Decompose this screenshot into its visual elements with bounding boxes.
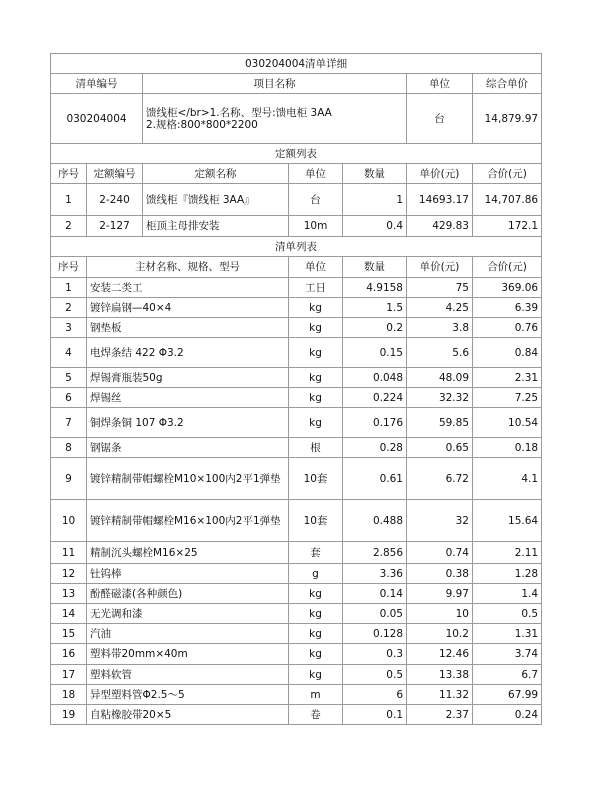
quota-header-unit: 单位 [289,164,343,184]
material-unit: kg [289,388,343,408]
material-qty: 2.856 [343,542,407,564]
quota-unit: 10m [289,216,343,237]
material-total: 3.74 [473,644,542,665]
material-total: 0.84 [473,338,542,368]
material-row [51,644,542,665]
material-price: 0.74 [407,542,473,564]
material-price: 11.32 [407,685,473,705]
quota-header-qty: 数量 [343,164,407,184]
quota-header-total: 合价(元) [473,164,542,184]
quota-name: 柜顶主母排安装 [143,216,289,237]
material-row [51,438,542,458]
material-name: 铜焊条铜 107 Φ3.2 [87,408,289,438]
material-row [51,338,542,368]
material-qty: 0.128 [343,624,407,644]
material-name: 精制沉头螺栓M16×25 [87,542,289,564]
material-row [51,368,542,388]
material-total: 6.39 [473,298,542,318]
item-code: 030204004 [51,94,143,144]
item-header-row [51,74,542,94]
material-name: 异型塑料管Φ2.5～5 [87,685,289,705]
material-price: 2.37 [407,705,473,725]
material-header-no: 序号 [51,257,87,278]
material-price: 12.46 [407,644,473,665]
quota-header-price: 单价(元) [407,164,473,184]
material-row [51,458,542,500]
material-row [51,584,542,604]
material-row [51,624,542,644]
material-name: 钢垫板 [87,318,289,338]
material-no: 8 [51,438,87,458]
material-total: 10.54 [473,408,542,438]
material-name: 安装二类工 [87,278,289,298]
material-qty: 0.61 [343,458,407,500]
quota-code: 2-240 [87,184,143,216]
material-row [51,408,542,438]
material-no: 6 [51,388,87,408]
material-row [51,685,542,705]
material-unit: m [289,685,343,705]
material-name: 电焊条结 422 Φ3.2 [87,338,289,368]
item-row [51,94,542,144]
material-row [51,318,542,338]
material-unit: kg [289,408,343,438]
material-price: 0.38 [407,564,473,584]
material-total: 0.5 [473,604,542,624]
material-price: 0.65 [407,438,473,458]
quota-total: 14,707.86 [473,184,542,216]
material-total: 1.4 [473,584,542,604]
material-no: 13 [51,584,87,604]
material-no: 17 [51,665,87,685]
material-total: 7.25 [473,388,542,408]
material-qty: 4.9158 [343,278,407,298]
material-row [51,542,542,564]
header-name: 项目名称 [143,74,407,94]
material-name: 镀锌精制带帽螺栓M10×100内2平1弹垫 [87,458,289,500]
material-total: 0.24 [473,705,542,725]
quota-header-name: 定额名称 [143,164,289,184]
material-unit: kg [289,584,343,604]
material-unit: kg [289,368,343,388]
material-price: 9.97 [407,584,473,604]
quota-no: 1 [51,184,87,216]
material-section-title: 清单列表 [51,237,542,257]
material-row [51,604,542,624]
material-price: 32.32 [407,388,473,408]
material-no: 19 [51,705,87,725]
item-name-line1: 馈线柜</br>1.名称、型号:馈电柜 3AA [146,106,332,119]
material-unit: kg [289,604,343,624]
material-unit: 卷 [289,705,343,725]
material-no: 2 [51,298,87,318]
material-no: 4 [51,338,87,368]
bill-detail-table [50,53,542,725]
material-name: 自粘橡胶带20×5 [87,705,289,725]
material-name: 焊锡膏瓶装50g [87,368,289,388]
quota-section-title-row [51,144,542,164]
material-qty: 0.5 [343,665,407,685]
title-row [51,54,542,74]
material-unit: kg [289,338,343,368]
material-price: 5.6 [407,338,473,368]
material-header-unit: 单位 [289,257,343,278]
material-unit: 根 [289,438,343,458]
material-row [51,500,542,542]
material-name: 镀锌精制带帽螺栓M16×100内2平1弹垫 [87,500,289,542]
material-no: 5 [51,368,87,388]
material-no: 9 [51,458,87,500]
item-name-line2: 2.规格:800*800*2200 [146,118,258,131]
material-header-price: 单价(元) [407,257,473,278]
material-row [51,388,542,408]
material-price: 32 [407,500,473,542]
material-no: 16 [51,644,87,665]
quota-qty: 0.4 [343,216,407,237]
material-no: 18 [51,685,87,705]
material-no: 11 [51,542,87,564]
material-qty: 0.15 [343,338,407,368]
quota-total: 172.1 [473,216,542,237]
material-header-total: 合价(元) [473,257,542,278]
quota-price: 429.83 [407,216,473,237]
material-unit: kg [289,644,343,665]
material-qty: 3.36 [343,564,407,584]
material-name: 酚醛磁漆(各种颜色) [87,584,289,604]
material-row [51,278,542,298]
material-qty: 6 [343,685,407,705]
material-total: 67.99 [473,685,542,705]
material-price: 13.38 [407,665,473,685]
page-title: 030204004清单详细 [51,54,542,74]
material-total: 0.76 [473,318,542,338]
material-no: 7 [51,408,87,438]
material-qty: 0.1 [343,705,407,725]
quota-header-no: 序号 [51,164,87,184]
material-total: 1.31 [473,624,542,644]
material-row [51,665,542,685]
item-unit: 台 [407,94,473,144]
material-unit: 工日 [289,278,343,298]
material-no: 1 [51,278,87,298]
header-unit: 单位 [407,74,473,94]
item-name [143,94,407,144]
material-unit: 10套 [289,500,343,542]
material-header-row [51,257,542,278]
material-header-qty: 数量 [343,257,407,278]
material-price: 10.2 [407,624,473,644]
quota-unit: 台 [289,184,343,216]
material-row [51,705,542,725]
quota-row [51,216,542,237]
material-unit: 套 [289,542,343,564]
quota-header-row [51,164,542,184]
material-no: 3 [51,318,87,338]
quota-name: 馈线柜『馈线柜 3AA』 [143,184,289,216]
header-price: 综合单价 [473,74,542,94]
material-header-name: 主材名称、规格、型号 [87,257,289,278]
material-name: 塑料带20mm×40m [87,644,289,665]
material-no: 10 [51,500,87,542]
material-price: 3.8 [407,318,473,338]
material-total: 15.64 [473,500,542,542]
quota-price: 14693.17 [407,184,473,216]
material-qty: 0.2 [343,318,407,338]
material-qty: 0.14 [343,584,407,604]
quota-no: 2 [51,216,87,237]
material-name: 无光调和漆 [87,604,289,624]
material-no: 12 [51,564,87,584]
material-unit: 10套 [289,458,343,500]
material-price: 6.72 [407,458,473,500]
material-name: 钢锯条 [87,438,289,458]
material-total: 2.31 [473,368,542,388]
item-price: 14,879.97 [473,94,542,144]
material-total: 4.1 [473,458,542,500]
material-name: 焊锡丝 [87,388,289,408]
material-name: 钍钨棒 [87,564,289,584]
header-code: 清单编号 [51,74,143,94]
material-total: 0.18 [473,438,542,458]
quota-header-code: 定额编号 [87,164,143,184]
material-name: 镀锌扁钢—40×4 [87,298,289,318]
material-qty: 0.176 [343,408,407,438]
material-total: 1.28 [473,564,542,584]
quota-qty: 1 [343,184,407,216]
quota-section-title: 定额列表 [51,144,542,164]
material-qty: 1.5 [343,298,407,318]
material-price: 75 [407,278,473,298]
material-row [51,298,542,318]
material-qty: 0.3 [343,644,407,665]
material-price: 4.25 [407,298,473,318]
material-name: 汽油 [87,624,289,644]
material-qty: 0.224 [343,388,407,408]
material-qty: 0.05 [343,604,407,624]
material-section-title-row [51,237,542,257]
material-unit: kg [289,298,343,318]
material-price: 10 [407,604,473,624]
quota-row [51,184,542,216]
material-unit: kg [289,624,343,644]
material-no: 15 [51,624,87,644]
material-unit: g [289,564,343,584]
material-total: 6.7 [473,665,542,685]
material-qty: 0.048 [343,368,407,388]
material-row [51,564,542,584]
material-unit: kg [289,318,343,338]
material-total: 369.06 [473,278,542,298]
material-name: 塑料软管 [87,665,289,685]
material-qty: 0.28 [343,438,407,458]
material-total: 2.11 [473,542,542,564]
material-price: 59.85 [407,408,473,438]
material-price: 48.09 [407,368,473,388]
material-no: 14 [51,604,87,624]
material-unit: kg [289,665,343,685]
material-qty: 0.488 [343,500,407,542]
quota-code: 2-127 [87,216,143,237]
